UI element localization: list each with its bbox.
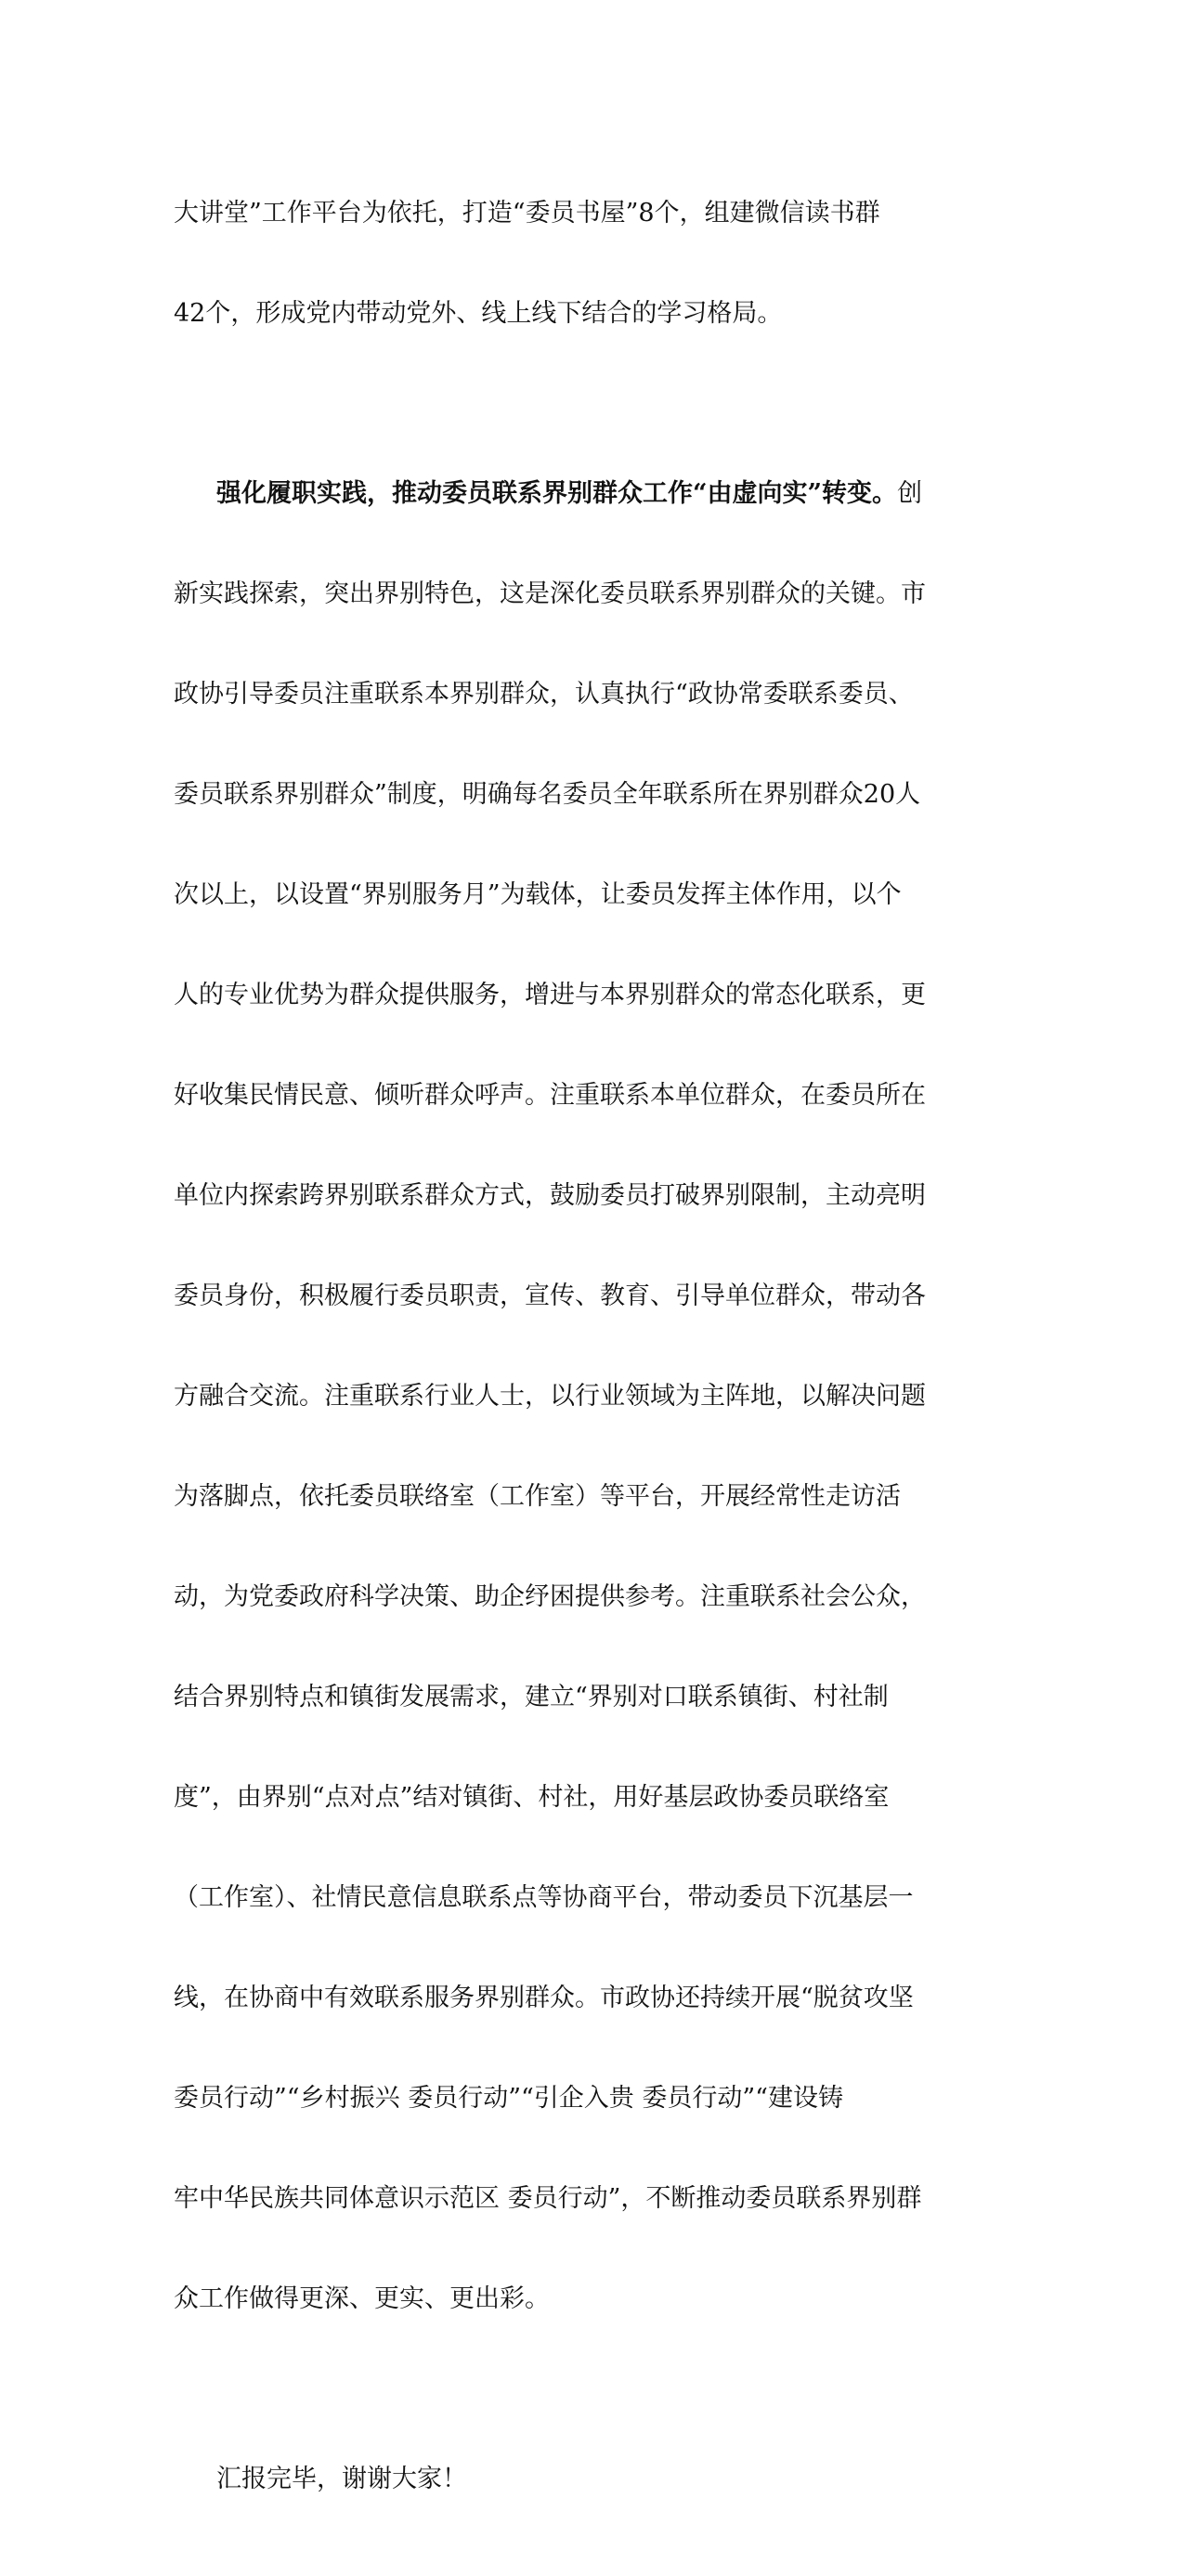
- text-line: 委员联系界别群众”制度，明确每名委员全年联系所在界别群众20人: [174, 780, 921, 809]
- text-line: 动，为党委政府科学决策、助企纾困提供参考。注重联系社会公众，: [174, 1582, 926, 1611]
- text-line: 次以上，以设置“界别服务月”为载体，让委员发挥主体作用，以个: [174, 880, 902, 909]
- text-line: 牢中华民族共同体意识示范区 委员行动”，不断推动委员联系界别群: [174, 2184, 922, 2213]
- text-fragment: 创: [897, 479, 923, 508]
- text-line: 单位内探索跨界别联系群众方式，鼓励委员打破界别限制，主动亮明: [174, 1181, 926, 1210]
- text-line: 新实践探索，突出界别特色，这是深化委员联系界别群众的关键。市: [174, 579, 926, 608]
- text-line: 委员行动”“乡村振兴 委员行动”“引企入贵 委员行动”“建设铸: [174, 2084, 843, 2113]
- text-line: 方融合交流。注重联系行业人士，以行业领域为主阵地，以解决问题: [174, 1382, 926, 1411]
- text-line: （工作室）、社情民意信息联系点等协商平台，带动委员下沉基层一: [174, 1883, 914, 1912]
- text-line: 结合界别特点和镇街发展需求，建立“界别对口联系镇街、村社制: [174, 1683, 889, 1711]
- closing-line: 汇报完毕，谢谢大家！: [216, 2465, 467, 2493]
- text-line: 人的专业优势为群众提供服务，增进与本界别群众的常态化联系，更: [174, 981, 926, 1009]
- text-line: 委员身份，积极履行委员职责，宣传、教育、引导单位群众，带动各: [174, 1281, 926, 1310]
- text-line: 大讲堂”工作平台为依托，打造“委员书屋”8个，组建微信读书群: [174, 199, 880, 228]
- paragraph-heading: 强化履职实践，推动委员联系界别群众工作“由虚向实”转变。: [216, 479, 898, 508]
- text-line: 42个，形成党内带动党外、线上线下结合的学习格局。: [174, 299, 783, 328]
- document-body: [174, 130, 1000, 2576]
- text-line: 好收集民情民意、倾听群众呼声。注重联系本单位群众，在委员所在: [174, 1081, 926, 1110]
- text-line: 为落脚点，依托委员联络室（工作室）等平台，开展经常性走访活: [174, 1482, 901, 1511]
- text-line: 度”，由界别“点对点”结对镇街、村社，用好基层政协委员联络室: [174, 1783, 890, 1812]
- text-line: 众工作做得更深、更实、更出彩。: [174, 2284, 550, 2313]
- paragraph-practice: [174, 410, 1000, 2383]
- paragraph-learning: [174, 130, 1000, 397]
- text-line: 线，在协商中有效联系服务界别群众。市政协还持续开展“脱贫攻坚: [174, 1984, 914, 2012]
- paragraph-closing: [174, 2396, 1000, 2563]
- paragraph-first-line: [174, 477, 1000, 511]
- text-line: 政协引导委员注重联系本界别群众，认真执行“政协常委联系委员、: [174, 680, 914, 709]
